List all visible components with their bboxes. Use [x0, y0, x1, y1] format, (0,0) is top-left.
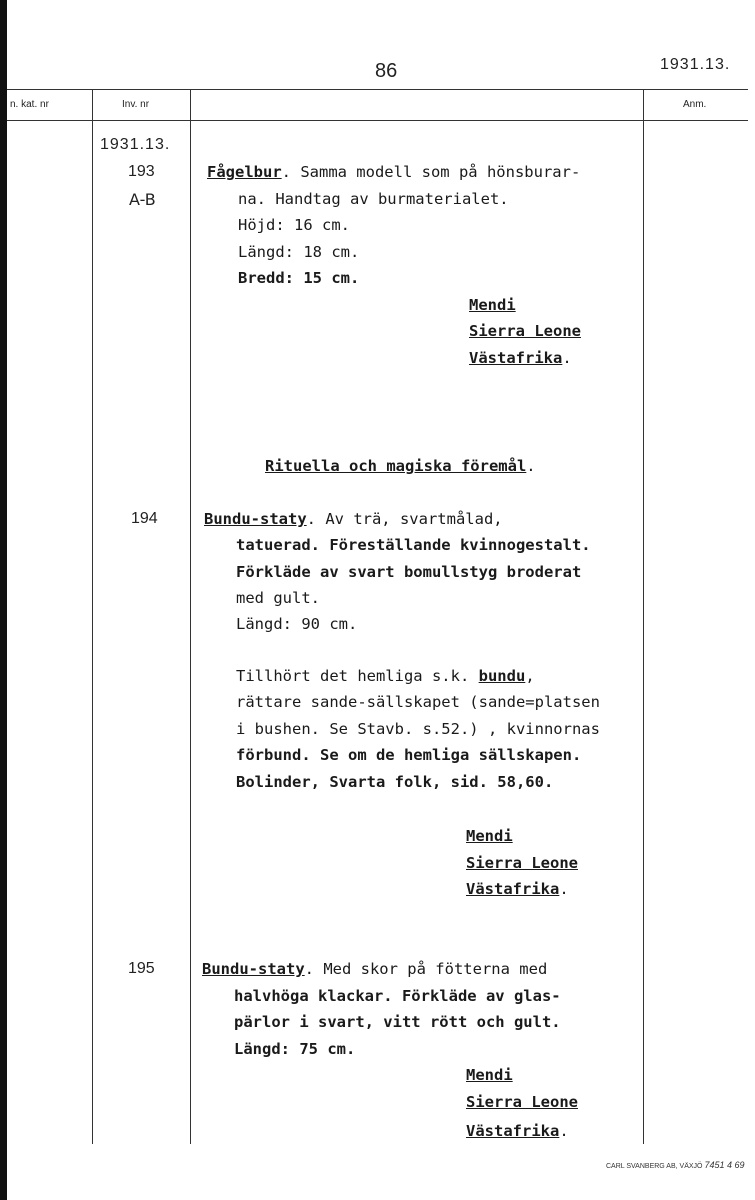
entry-195-line: pärlor i svart, vitt rött och gult.: [234, 1013, 561, 1031]
entry-195-title-tail: . Med skor på fötterna med: [304, 960, 548, 978]
entry-194-origin-country: Sierra Leone: [466, 854, 578, 872]
page-number: 86: [375, 60, 398, 82]
entry-194-note-first-line: Tillhört det hemliga s.k. bundu,: [236, 667, 535, 685]
header-inv-nr: Inv. nr: [122, 99, 150, 110]
binding-edge: [0, 0, 7, 1200]
inv-sub-ab: A-B: [129, 190, 156, 209]
section-heading: Rituella och magiska föremål: [265, 457, 527, 475]
entry-195-line: halvhöga klackar. Förkläde av glas-: [234, 987, 561, 1005]
entry-193-title: Fågelbur: [207, 163, 282, 181]
column-divider-inv: [190, 89, 191, 1144]
column-divider-anm: [643, 89, 644, 1144]
entry-194-note-line: förbund. Se om de hemliga sällskapen.: [236, 746, 582, 764]
section-heading-line: Rituella och magiska föremål.: [265, 457, 536, 475]
entry-194-line: Längd: 90 cm.: [236, 615, 358, 633]
top-right-ref: 1931.13.: [660, 56, 731, 73]
inv-number-195: 195: [128, 960, 155, 977]
entry-193-title-line: [207, 163, 580, 181]
entry-193-origin-tribe: Mendi: [469, 296, 516, 314]
column-divider-kat: [92, 89, 93, 1144]
header-kat-nr: n. kat. nr: [10, 99, 49, 110]
entry-195-title-line: [202, 960, 547, 978]
entry-194-note-bundu: bundu: [478, 667, 526, 685]
entry-193-line: Bredd: 15 cm.: [238, 269, 360, 287]
entry-194-note-line: rättare sande-sällskapet (sande=platsen: [236, 693, 600, 711]
inv-number-194: 194: [131, 510, 158, 527]
entry-195-title: Bundu-staty: [202, 960, 305, 978]
entry-195-origin-region: Västafrika: [466, 1122, 560, 1140]
inv-number-193: 193: [128, 163, 155, 180]
printer-name: CARL SVANBERG AB, VÄXJÖ: [606, 1163, 703, 1170]
entry-194-title-tail: . Av trä, svartmålad,: [306, 510, 503, 528]
entry-194-note-line: i bushen. Se Stavb. s.52.) , kvinnornas: [236, 720, 600, 738]
entry-193-origin-region: Västafrika: [469, 349, 563, 367]
entry-193-origin-region-line: Västafrika.: [469, 349, 572, 367]
entry-193-origin-country: Sierra Leone: [469, 322, 581, 340]
entry-193-line: Längd: 18 cm.: [238, 243, 360, 261]
entry-194-origin-region: Västafrika: [466, 880, 560, 898]
entry-193-title-tail: . Samma modell som på hönsburar-: [281, 163, 581, 181]
entry-194-line: med gult.: [236, 589, 320, 607]
entry-194-line: tatuerad. Föreställande kvinnogestalt.: [236, 536, 591, 554]
entry-194-note-line: Bolinder, Svarta folk, sid. 58,60.: [236, 773, 554, 791]
form-code: 7451 4 69: [704, 1160, 745, 1170]
header-top-rule: [7, 89, 748, 90]
entry-195-origin-region-line: Västafrika.: [466, 1122, 569, 1140]
entry-193-line: na. Handtag av burmaterialet.: [238, 190, 509, 208]
entry-195-origin-tribe: Mendi: [466, 1066, 513, 1084]
printer-imprint: [606, 1160, 744, 1170]
entry-194-origin-region-line: Västafrika.: [466, 880, 569, 898]
group-ref: 1931.13.: [100, 136, 171, 153]
header-bottom-rule: [7, 120, 748, 121]
entry-195-origin-country: Sierra Leone: [466, 1093, 578, 1111]
header-anm: Anm.: [683, 99, 707, 110]
entry-194-title-line: [204, 510, 503, 528]
entry-194-origin-tribe: Mendi: [466, 827, 513, 845]
entry-194-line: Förkläde av svart bomullstyg broderat: [236, 563, 582, 581]
entry-194-title: Bundu-staty: [204, 510, 307, 528]
entry-193-line: Höjd: 16 cm.: [238, 216, 350, 234]
entry-195-line: Längd: 75 cm.: [234, 1040, 356, 1058]
